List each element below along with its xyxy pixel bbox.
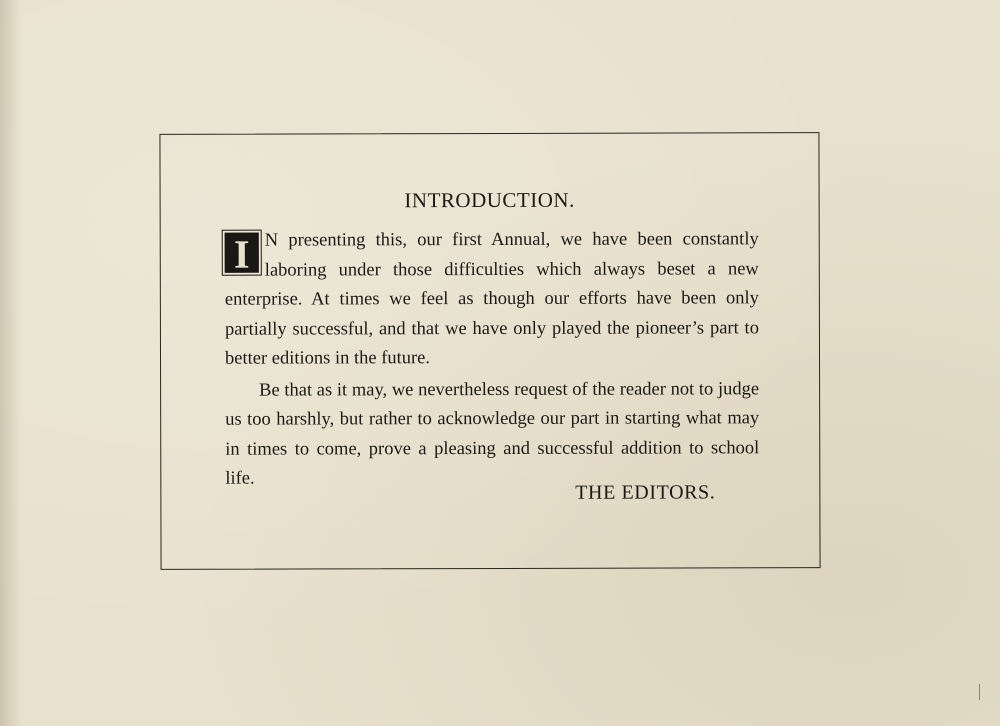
signature: THE EDITORS. bbox=[575, 481, 716, 504]
introduction-body bbox=[225, 225, 760, 494]
page-binding-shadow bbox=[0, 0, 22, 726]
page-title: INTRODUCTION. bbox=[404, 187, 575, 213]
page-corner-mark bbox=[979, 684, 986, 700]
paragraph-1-text: N presenting this, our first Annual, we have been constantly laboring under those difficulties which always beset a new enterprise. At times we feel as though our efforts have been only partially successful, and that we have only played the pioneer’s part to better editions in the future. bbox=[224, 229, 759, 369]
drop-cap-initial: I bbox=[225, 233, 259, 273]
paragraph-2: Be that as it may, we nevertheless request of the reader not to judge us too harshly, but rather to acknowledge our part in starting what may in times to come, prove a pleasing and successful addition to school life. bbox=[225, 378, 760, 489]
paragraph-1 bbox=[225, 225, 759, 374]
introduction-frame bbox=[159, 132, 820, 570]
